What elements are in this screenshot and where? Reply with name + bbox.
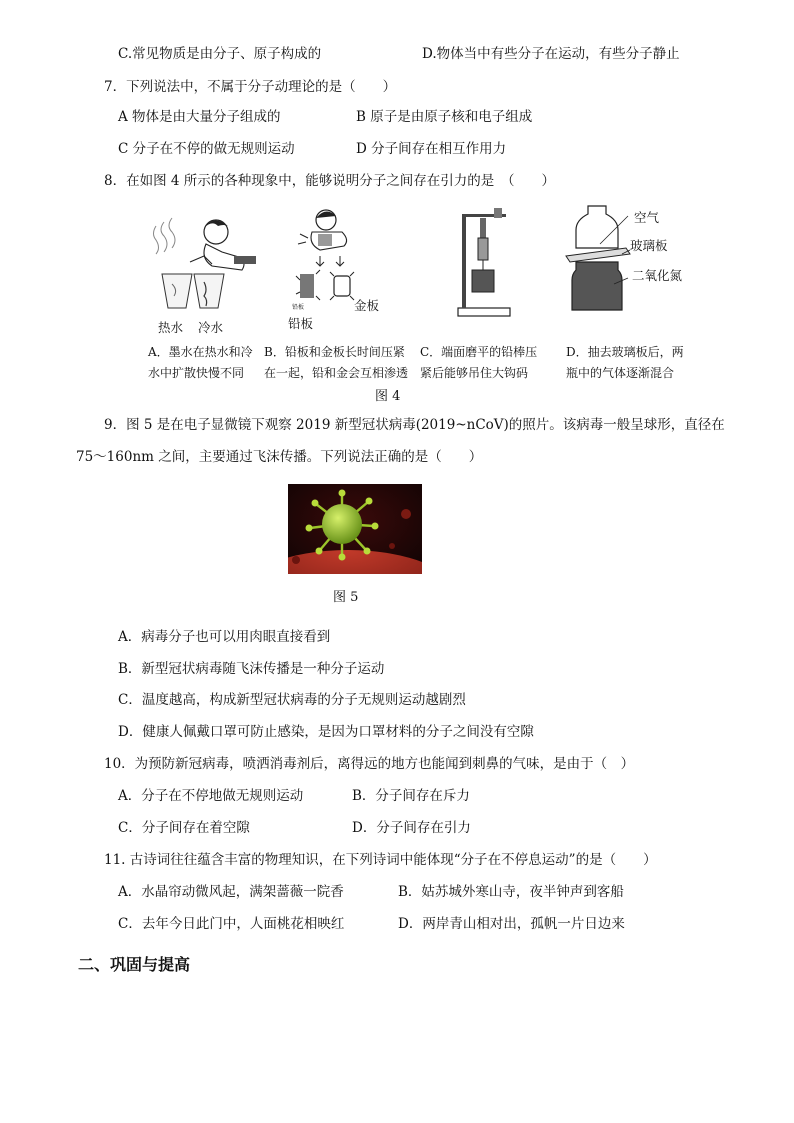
q10-option-c: C．分子间存在着空隙 xyxy=(118,820,250,836)
section-2-heading: 二、巩固与提高 xyxy=(78,955,191,974)
q6-option-d: D.物体当中有些分子在运动，有些分子静止 xyxy=(422,46,680,62)
q11-option-c: C．去年今日此门中，人面桃花相映红 xyxy=(118,916,345,932)
q7-stem: 7．下列说法中，不属于分子动理论的是（ ） xyxy=(104,79,397,95)
fig4a-caption-line2: 水中扩散快慢不同 xyxy=(148,366,245,380)
label-nitrogen-dioxide: 二氧化氮 xyxy=(632,268,683,283)
fig4b-caption-line1: B．铅板和金板长时间压紧 xyxy=(264,345,405,359)
label-cold-water: 冷水 xyxy=(198,320,224,335)
q9-stem-line1: 9．图 5 是在电子显微镜下观察 2019 新型冠状病毒(2019~nCoV)的照片。该病毒一般呈球形，直径在 xyxy=(104,417,725,433)
fig4c-caption-line1: C．端面磨平的铅棒压 xyxy=(420,345,538,359)
fig4c-caption-line2: 紧后能够吊住大钩码 xyxy=(420,366,529,380)
q11-option-a: A．水晶帘动微风起，满架蔷薇一院香 xyxy=(118,884,344,900)
q11-option-b: B．姑苏城外寒山寺，夜半钟声到客船 xyxy=(398,884,624,900)
fig4a-caption-line1: A．墨水在热水和冷 xyxy=(148,345,253,359)
label-lead-small: 铅板 xyxy=(292,304,305,311)
coronavirus-photo xyxy=(288,484,422,574)
q9-stem-line2: 75～160nm 之间，主要通过飞沫传播。下列说法正确的是（ ） xyxy=(76,449,483,465)
q10-stem: 10．为预防新冠病毒，喷洒消毒剂后，离得远的地方也能闻到刺鼻的气味，是由于（ ） xyxy=(104,756,635,772)
figure-5-title: 图 5 xyxy=(333,590,359,605)
q7-option-b: B 原子是由原子核和电子组成 xyxy=(356,109,533,125)
label-glass-plate: 玻璃板 xyxy=(630,238,668,253)
fig4d-caption-line1: D．抽去玻璃板后，两 xyxy=(566,345,684,359)
fig4b-caption-line2: 在一起，铅和金会互相渗透 xyxy=(264,366,409,380)
q9-option-d: D．健康人佩戴口罩可防止感染，是因为口罩材料的分子之间没有空隙 xyxy=(118,724,534,740)
ink-diffusion-illustration xyxy=(142,212,262,312)
q11-option-d: D．两岸青山相对出，孤帆一片日边来 xyxy=(398,916,625,932)
q8-stem: 8．在如图 4 所示的各种现象中，能够说明分子之间存在引力的是 （ ） xyxy=(104,173,556,189)
q10-option-b: B．分子间存在斥力 xyxy=(352,788,470,804)
fig4d-caption-line2: 瓶中的气体逐渐混合 xyxy=(566,366,675,380)
q9-option-b: B．新型冠状病毒随飞沫传播是一种分子运动 xyxy=(118,661,385,677)
gas-jars-illustration xyxy=(560,204,632,316)
label-gold-plate: 金板 xyxy=(354,298,380,313)
figure-4-title: 图 4 xyxy=(375,389,401,404)
q11-stem: 11. 古诗词往往蕴含丰富的物理知识，在下列诗词中能体现“分子在不停息运动”的是（ ） xyxy=(104,852,657,868)
q9-option-c: C．温度越高，构成新型冠状病毒的分子无规则运动越剧烈 xyxy=(118,692,466,708)
q7-option-d: D 分子间存在相互作用力 xyxy=(356,141,507,157)
q7-option-c: C 分子在不停的做无规则运动 xyxy=(118,141,295,157)
q9-option-a: A．病毒分子也可以用肉眼直接看到 xyxy=(118,629,331,645)
q10-option-d: D．分子间存在引力 xyxy=(352,820,471,836)
label-air: 空气 xyxy=(634,210,660,225)
lead-rod-stand-illustration xyxy=(452,204,524,318)
label-hot-water: 热水 xyxy=(158,320,184,335)
label-lead-plate: 铅板 xyxy=(288,316,314,331)
q10-option-a: A．分子在不停地做无规则运动 xyxy=(118,788,304,804)
q7-option-a: A 物体是由大量分子组成的 xyxy=(118,109,281,125)
q6-option-c: C.常见物质是由分子、原子构成的 xyxy=(118,46,322,62)
